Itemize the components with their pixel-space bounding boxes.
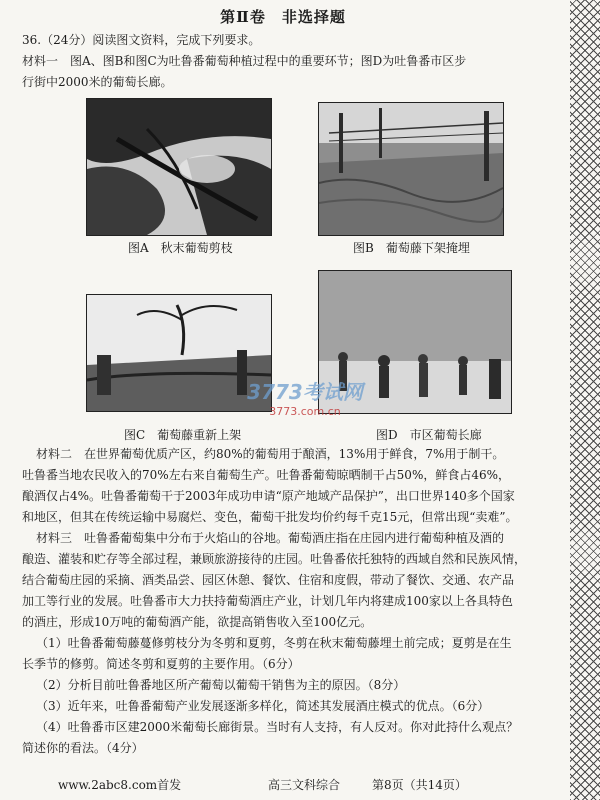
section-title: 第Ⅱ卷 非选择题 bbox=[220, 8, 346, 26]
material3-line: 材料三 吐鲁番葡萄集中分布于火焰山的谷地。葡萄酒庄指在庄园内进行葡萄种植及酒的 bbox=[36, 531, 505, 545]
figure-c-caption: 图C 葡萄藤重新上架 bbox=[124, 428, 242, 442]
material1-line2: 行街中2000米的葡萄长廊。 bbox=[22, 75, 173, 89]
figure-a-caption: 图A 秋末葡萄剪枝 bbox=[128, 241, 233, 255]
material3-line: 的酒庄，形成10万吨的葡萄酒产能，欲提高销售收入至100亿元。 bbox=[22, 615, 373, 629]
decorative-border bbox=[570, 0, 600, 800]
material2-line: 吐鲁番当地农民收入的70%左右来自葡萄生产。吐鲁番葡萄晾晒制干占50%，鲜食占46%， bbox=[22, 468, 511, 482]
watermark-logo: 3773考试网 bbox=[247, 380, 363, 404]
footer-exam: 高三文科综合 bbox=[268, 778, 341, 792]
footer-page: 第8页（共14页） bbox=[372, 778, 467, 792]
material1-line1: 材料一 图A、图B和图C为吐鲁番葡萄种植过程中的重要环节；图D为吐鲁番市区步 bbox=[22, 54, 467, 68]
figure-b-photo bbox=[318, 102, 504, 236]
figure-b-caption: 图B 葡萄藤下架掩埋 bbox=[353, 241, 470, 255]
question-2: （2）分析目前吐鲁番地区所产葡萄以葡萄干销售为主的原因。（8分） bbox=[36, 678, 406, 692]
material3-line: 加工等行业的发展。吐鲁番市大力扶持葡萄酒庄产业，计划几年内将建成100家以上各具特色 bbox=[22, 594, 513, 608]
question-3: （3）近年来，吐鲁番葡萄产业发展逐渐多样化，简述其发展酒庄模式的优点。（6分） bbox=[36, 699, 490, 713]
material2-line: 酿酒仅占4%。吐鲁番葡萄干于2003年成功申请“原产地域产品保护”，出口世界140多个国家 bbox=[22, 489, 515, 503]
figure-d-caption: 图D 市区葡萄长廊 bbox=[376, 428, 482, 442]
question-4-cont: 简述你的看法。（4分） bbox=[22, 741, 144, 755]
question-1: （1）吐鲁番葡萄藤蔓修剪枝分为冬剪和夏剪，冬剪在秋末葡萄藤埋土前完成；夏剪是在生 bbox=[36, 636, 512, 650]
question-1-cont: 长季节的修剪。简述冬剪和夏剪的主要作用。（6分） bbox=[22, 657, 300, 671]
footer-site: www.2abc8.com首发 bbox=[58, 778, 182, 792]
material3-line: 结合葡萄庄园的采摘、酒类品尝、园区休憩、餐饮、住宿和度假，带动了餐饮、交通、农产品 bbox=[22, 573, 515, 587]
question-36-header: 36.（24分）阅读图文资料，完成下列要求。 bbox=[22, 33, 261, 47]
figure-a-photo bbox=[86, 98, 272, 236]
material3-line: 酿造、灌装和贮存等全部过程，兼顾旅游接待的庄园。吐鲁番依托独特的西域自然和民族风情， bbox=[22, 552, 527, 566]
watermark-url: 3773.com.cn bbox=[269, 405, 341, 418]
material2-line: 材料二 在世界葡萄优质产区，约80%的葡萄用于酿酒，13%用于鲜食，7%用于制干。 bbox=[36, 447, 505, 461]
question-4: （4）吐鲁番市区建2000米葡萄长廊街景。当时有人支持，有人反对。你对此持什么观点？ bbox=[36, 720, 519, 734]
material2-line: 和地区，但其在传统运输中易腐烂、变色，葡萄干批发均价约每千克15元，但常出现“卖难”。 bbox=[22, 510, 518, 524]
watermark bbox=[230, 376, 380, 420]
